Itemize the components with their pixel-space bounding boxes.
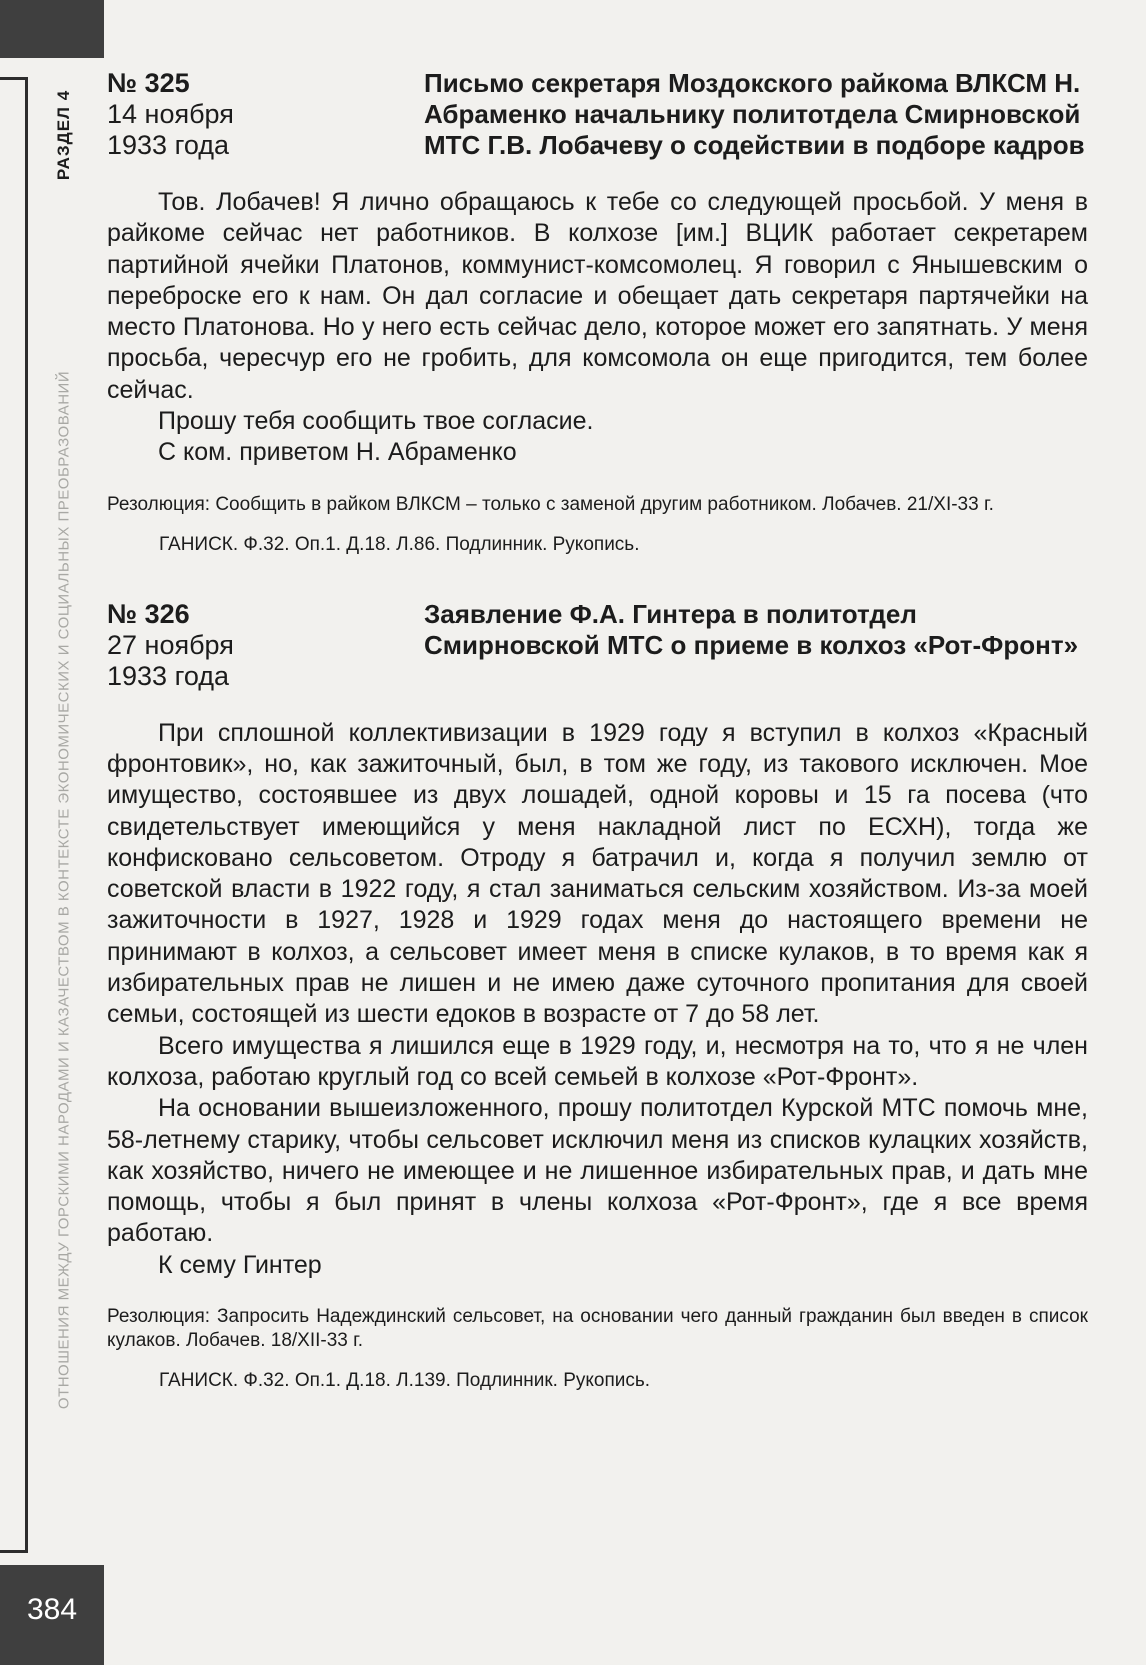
doc-body bbox=[107, 718, 1088, 1281]
paragraph: При сплошной коллективизации в 1929 году я вступил в колхоз «Красный фронтовик», но, как зажиточный, был, в том же году, из такового исключен. Мое имущество, состоявшее из двух лошадей, одной коровы и 15 га посева (что свидетельствует имеющийся у меня накладной лист по ЕСХН), тогда же конфисковано сельсоветом. Отроду я батрачил и, когда я получил землю от советской власти в 1922 году, я стал заниматься сельским хозяйством. Из-за моей зажиточности в 1927, 1928 и 1929 годах меня до настоящего времени не принимают в колхоз, а сельсовет имеет меня в списке кулаков, в то время как я избирательных прав не лишен и не имею даже суточного пропитания для своей семьи, состоящей из шести едоков в возрасте от 7 до 58 лет. bbox=[107, 718, 1088, 1029]
paragraph: Прошу тебя сообщить твое согласие. bbox=[158, 407, 594, 436]
signature: С ком. приветом Н. Абраменко bbox=[158, 438, 517, 467]
doc-year: 1933 года bbox=[107, 130, 230, 160]
resolution: Резолюция: Запросить Надеждинский сельсовет, на основании чего данный гражданин был введен в список кулаков. Лобачев. 18/XII-33 г. bbox=[107, 1306, 1088, 1352]
paragraph: Всего имущества я лишился еще в 1929 году, и, несмотря на то, что я не член колхоза, работаю круглый год со всей семьей в колхозе «Рот-Фронт». bbox=[107, 1031, 1088, 1091]
document-326 bbox=[107, 599, 1088, 1393]
side-frame bbox=[0, 77, 28, 1553]
document-325 bbox=[107, 68, 1088, 557]
doc-date: 27 ноября bbox=[107, 629, 234, 660]
signature: К сему Гинтер bbox=[158, 1250, 322, 1279]
doc-date: 14 ноября bbox=[107, 99, 234, 129]
page-number: 384 bbox=[26, 1593, 78, 1626]
corner-block bbox=[0, 0, 104, 58]
doc-body bbox=[107, 187, 1088, 469]
doc-header bbox=[107, 599, 1088, 692]
doc-header bbox=[107, 68, 1088, 161]
paragraph: На основании вышеизложенного, прошу политотдел Курской МТС помочь мне, 58-летнему старику, чтобы сельсовет исключил меня из списков кулацких хозяйств, как хозяйство, ничего не имеющее и не лишенное избирательных прав, и дать мне помощь, чтобы я был принят в члены колхоза «Рот-Фронт», где я все время работаю. bbox=[107, 1094, 1088, 1248]
doc-title: Заявление Ф.А. Гинтера в политотдел Смирновской МТС о приеме в колхоз «Рот-Фронт» bbox=[424, 598, 1079, 660]
page-content bbox=[107, 68, 1088, 1393]
doc-meta bbox=[107, 599, 424, 692]
archive-source: ГАНИСК. Ф.32. Оп.1. Д.18. Л.86. Подлинник. Рукопись. bbox=[159, 533, 640, 555]
doc-number: № 326 bbox=[107, 598, 190, 629]
doc-year: 1933 года bbox=[107, 660, 230, 691]
section-label: РАЗДЕЛ 4 bbox=[54, 89, 73, 181]
doc-meta bbox=[107, 68, 424, 161]
doc-number: № 325 bbox=[107, 68, 190, 98]
page-number-block bbox=[0, 1565, 104, 1665]
doc-title: Письмо секретаря Моздокского райкома ВЛКСМ Н. Абраменко начальнику политотдела Смирновской МТС Г.В. Лобачеву о содействии в подборе кадров bbox=[424, 68, 1085, 160]
resolution: Резолюция: Сообщить в райком ВЛКСМ – только с заменой другим работником. Лобачев. 21/XI-33 г. bbox=[107, 493, 994, 515]
archive-source: ГАНИСК. Ф.32. Оп.1. Д.18. Л.139. Подлинник. Рукопись. bbox=[159, 1370, 651, 1392]
paragraph: Тов. Лобачев! Я лично обращаюсь к тебе со следующей просьбой. У меня в райкоме сейчас нет работников. В колхозе [им.] ВЦИК работает секретарем партийной ячейки Платонов, коммунист-комсомолец. Я говорил с Янышевским о переброске его к нам. Он дал согласие и обещает дать секретаря партячейки на место Платонова. Но у него есть сейчас дело, которое может его запятнать. У меня просьба, чересчур его не гробить, для комсомола он еще пригодится, тем более сейчас. bbox=[107, 188, 1088, 404]
running-head: ОТНОШЕНИЯ МЕЖДУ ГОРСКИМИ НАРОДАМИ И КАЗАЧЕСТВОМ В КОНТЕКСТЕ ЭКОНОМИЧЕСКИХ И СОЦИАЛЬНЫХ ПРЕОБРАЗОВАНИЙ bbox=[55, 370, 73, 1410]
